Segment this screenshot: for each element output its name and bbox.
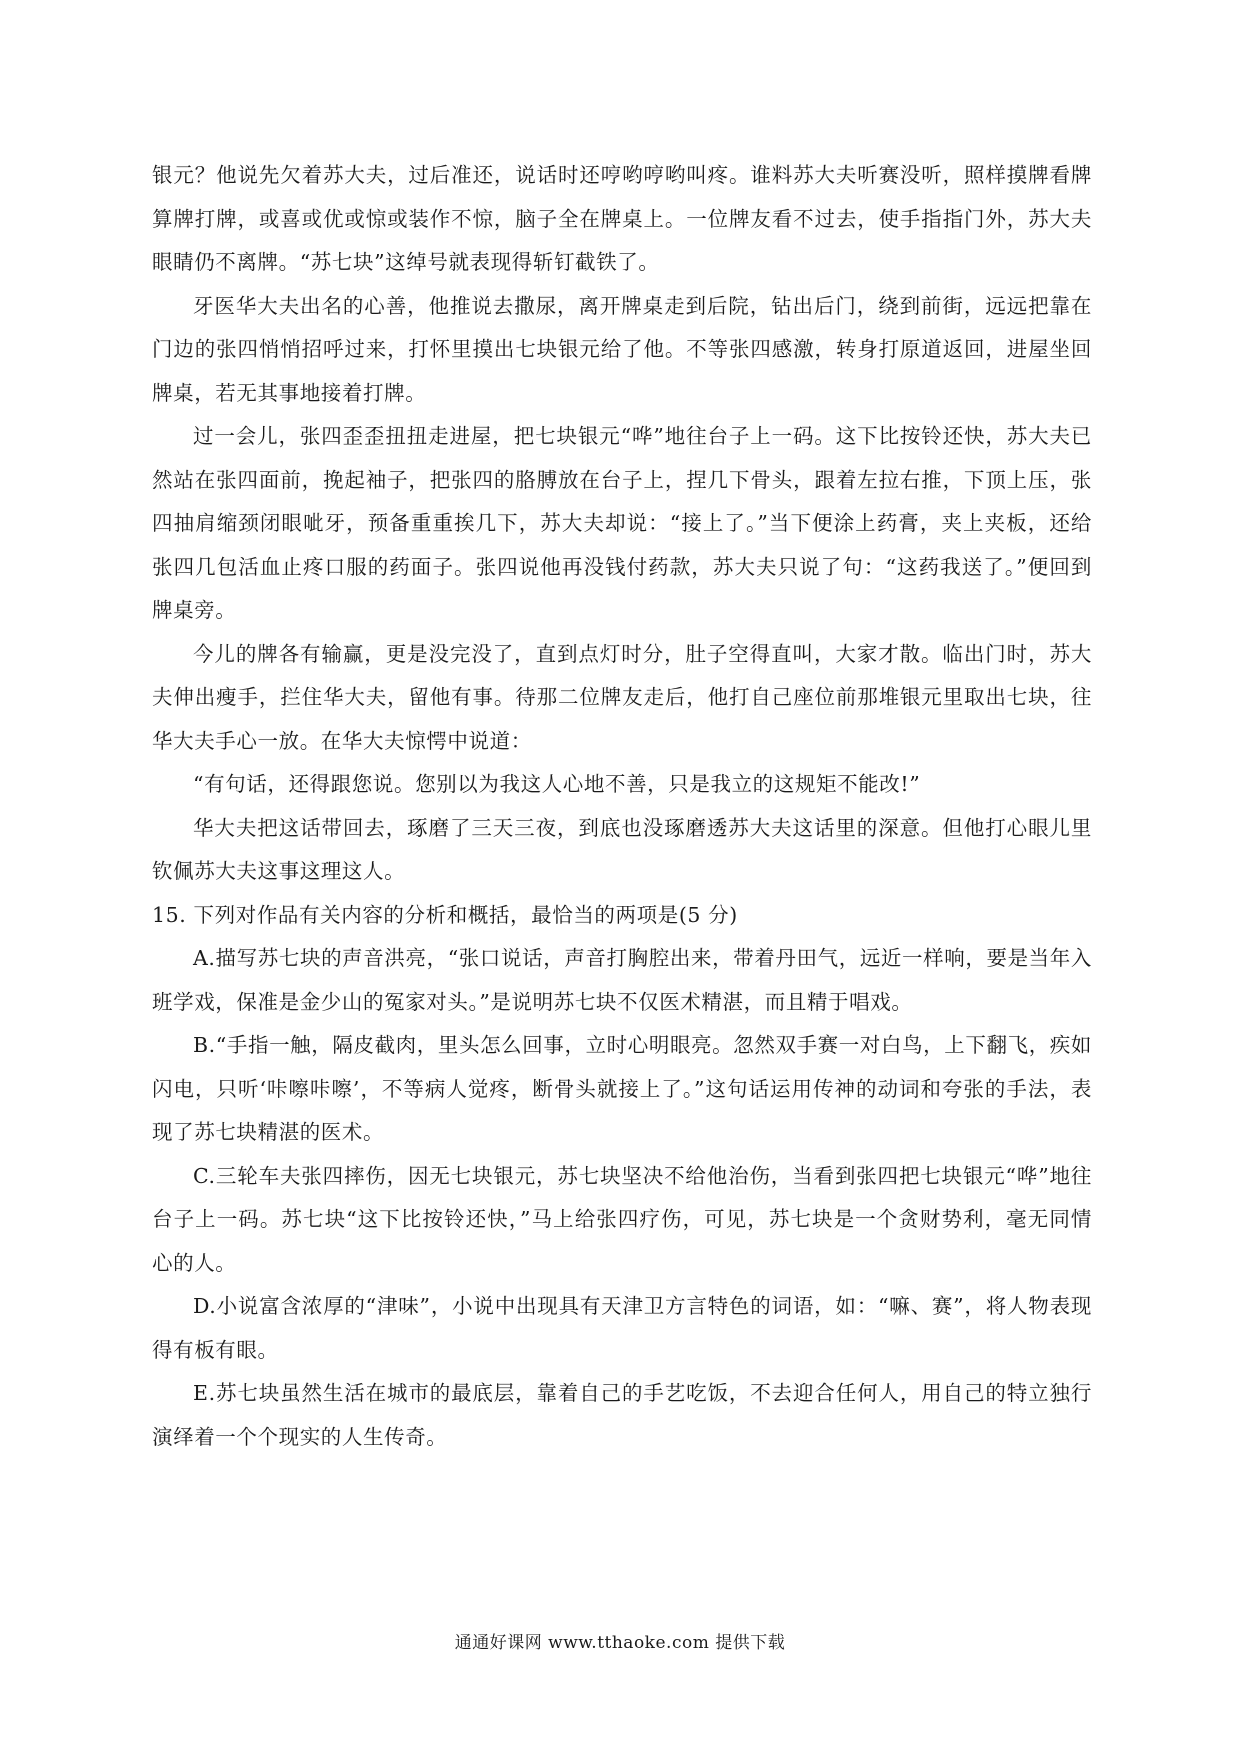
story-paragraph-6: 华大夫把这话带回去，琢磨了三天三夜，到底也没琢磨透苏大夫这话里的深意。但他打心眼儿里钦佩苏大夫这事这理这人。 (152, 815, 1092, 883)
option-a: A.描写苏七块的声音洪亮，“张口说话，声音打胸腔出来，带着丹田气，远近一样响，要是当年入班学戏，保准是金少山的冤家对头。”是说明苏七块不仅医术精湛，而且精于唱戏。 (152, 946, 1092, 1014)
option-b: B.“手指一触，隔皮截肉，里头怎么回事，立时心明眼亮。忽然双手赛一对白鸟，上下翻飞，疾如闪电，只听‘咔嚓咔嚓’，不等病人觉疼，断骨头就接上了。”这句话运用传神的动词和夸张的手法，表现了苏七块精湛的医术。 (152, 1033, 1092, 1144)
option-e: E.苏七块虽然生活在城市的最底层，靠着自己的手艺吃饭，不去迎合任何人，用自己的特立独行演绎着一个个现实的人生传奇。 (152, 1381, 1092, 1449)
story-paragraph-2: 牙医华大夫出名的心善，他推说去撒尿，离开牌桌走到后院，钻出后门，绕到前街，远远把靠在门边的张四悄悄招呼过来，打怀里摸出七块银元给了他。不等张四感激，转身打原道返回，进屋坐回牌桌，若无其事地接着打牌。 (152, 293, 1092, 405)
story-paragraph-3: 过一会儿，张四歪歪扭扭走进屋，把七块银元“哗”地往台子上一码。这下比按铃还快，苏大夫已然站在张四面前，挽起袖子，把张四的胳膊放在台子上，捏几下骨头，跟着左拉右推，下顶上压，张四抽肩缩颈闭眼呲牙，预备重重挨几下，苏大夫却说：“接上了。”当下便涂上药膏，夹上夹板，还给张四几包活血止疼口服的药面子。张四说他再没钱付药款，苏大夫只说了句：“这药我送了。”便回到牌桌旁。 (152, 424, 1092, 622)
story-paragraph-1: 银元？他说先欠着苏大夫，过后准还，说话时还哼哟哼哟叫疼。谁料苏大夫听赛没听，照样摸牌看牌算牌打牌，或喜或优或惊或装作不惊，脑子全在牌桌上。一位牌友看不过去，使手指指门外，苏大夫眼睛仍不离牌。“苏七块”这绰号就表现得斩钉截铁了。 (152, 163, 1092, 274)
story-paragraph-4: 今儿的牌各有输赢，更是没完没了，直到点灯时分，肚子空得直叫，大家才散。临出门时，苏大夫伸出瘦手，拦住华大夫，留他有事。待那二位牌友走后，他打自己座位前那堆银元里取出七块，往华大夫手心一放。在华大夫惊愕中说道： (152, 641, 1092, 753)
option-d: D.小说富含浓厚的“津味”，小说中出现具有天津卫方言特色的词语，如：“嘛、赛”，将人物表现得有板有眼。 (152, 1294, 1092, 1362)
story-text (152, 154, 1092, 1459)
option-c: C.三轮车夫张四摔伤，因无七块银元，苏七块坚决不给他治伤，当看到张四把七块银元“哗”地往台子上一码。苏七块“这下比按铃还快，”马上给张四疗伤，可见，苏七块是一个贪财势利，毫无同情心的人。 (152, 1163, 1092, 1275)
page-footer: 通通好课网 www.tthaoke.com 提供下载 (454, 1633, 786, 1653)
story-quote: “有句话，还得跟您说。您别以为我这人心地不善，只是我立的这规矩不能改!” (193, 772, 921, 796)
question-stem: 15. 下列对作品有关内容的分析和概括，最恰当的两项是(5 分) (152, 902, 738, 927)
